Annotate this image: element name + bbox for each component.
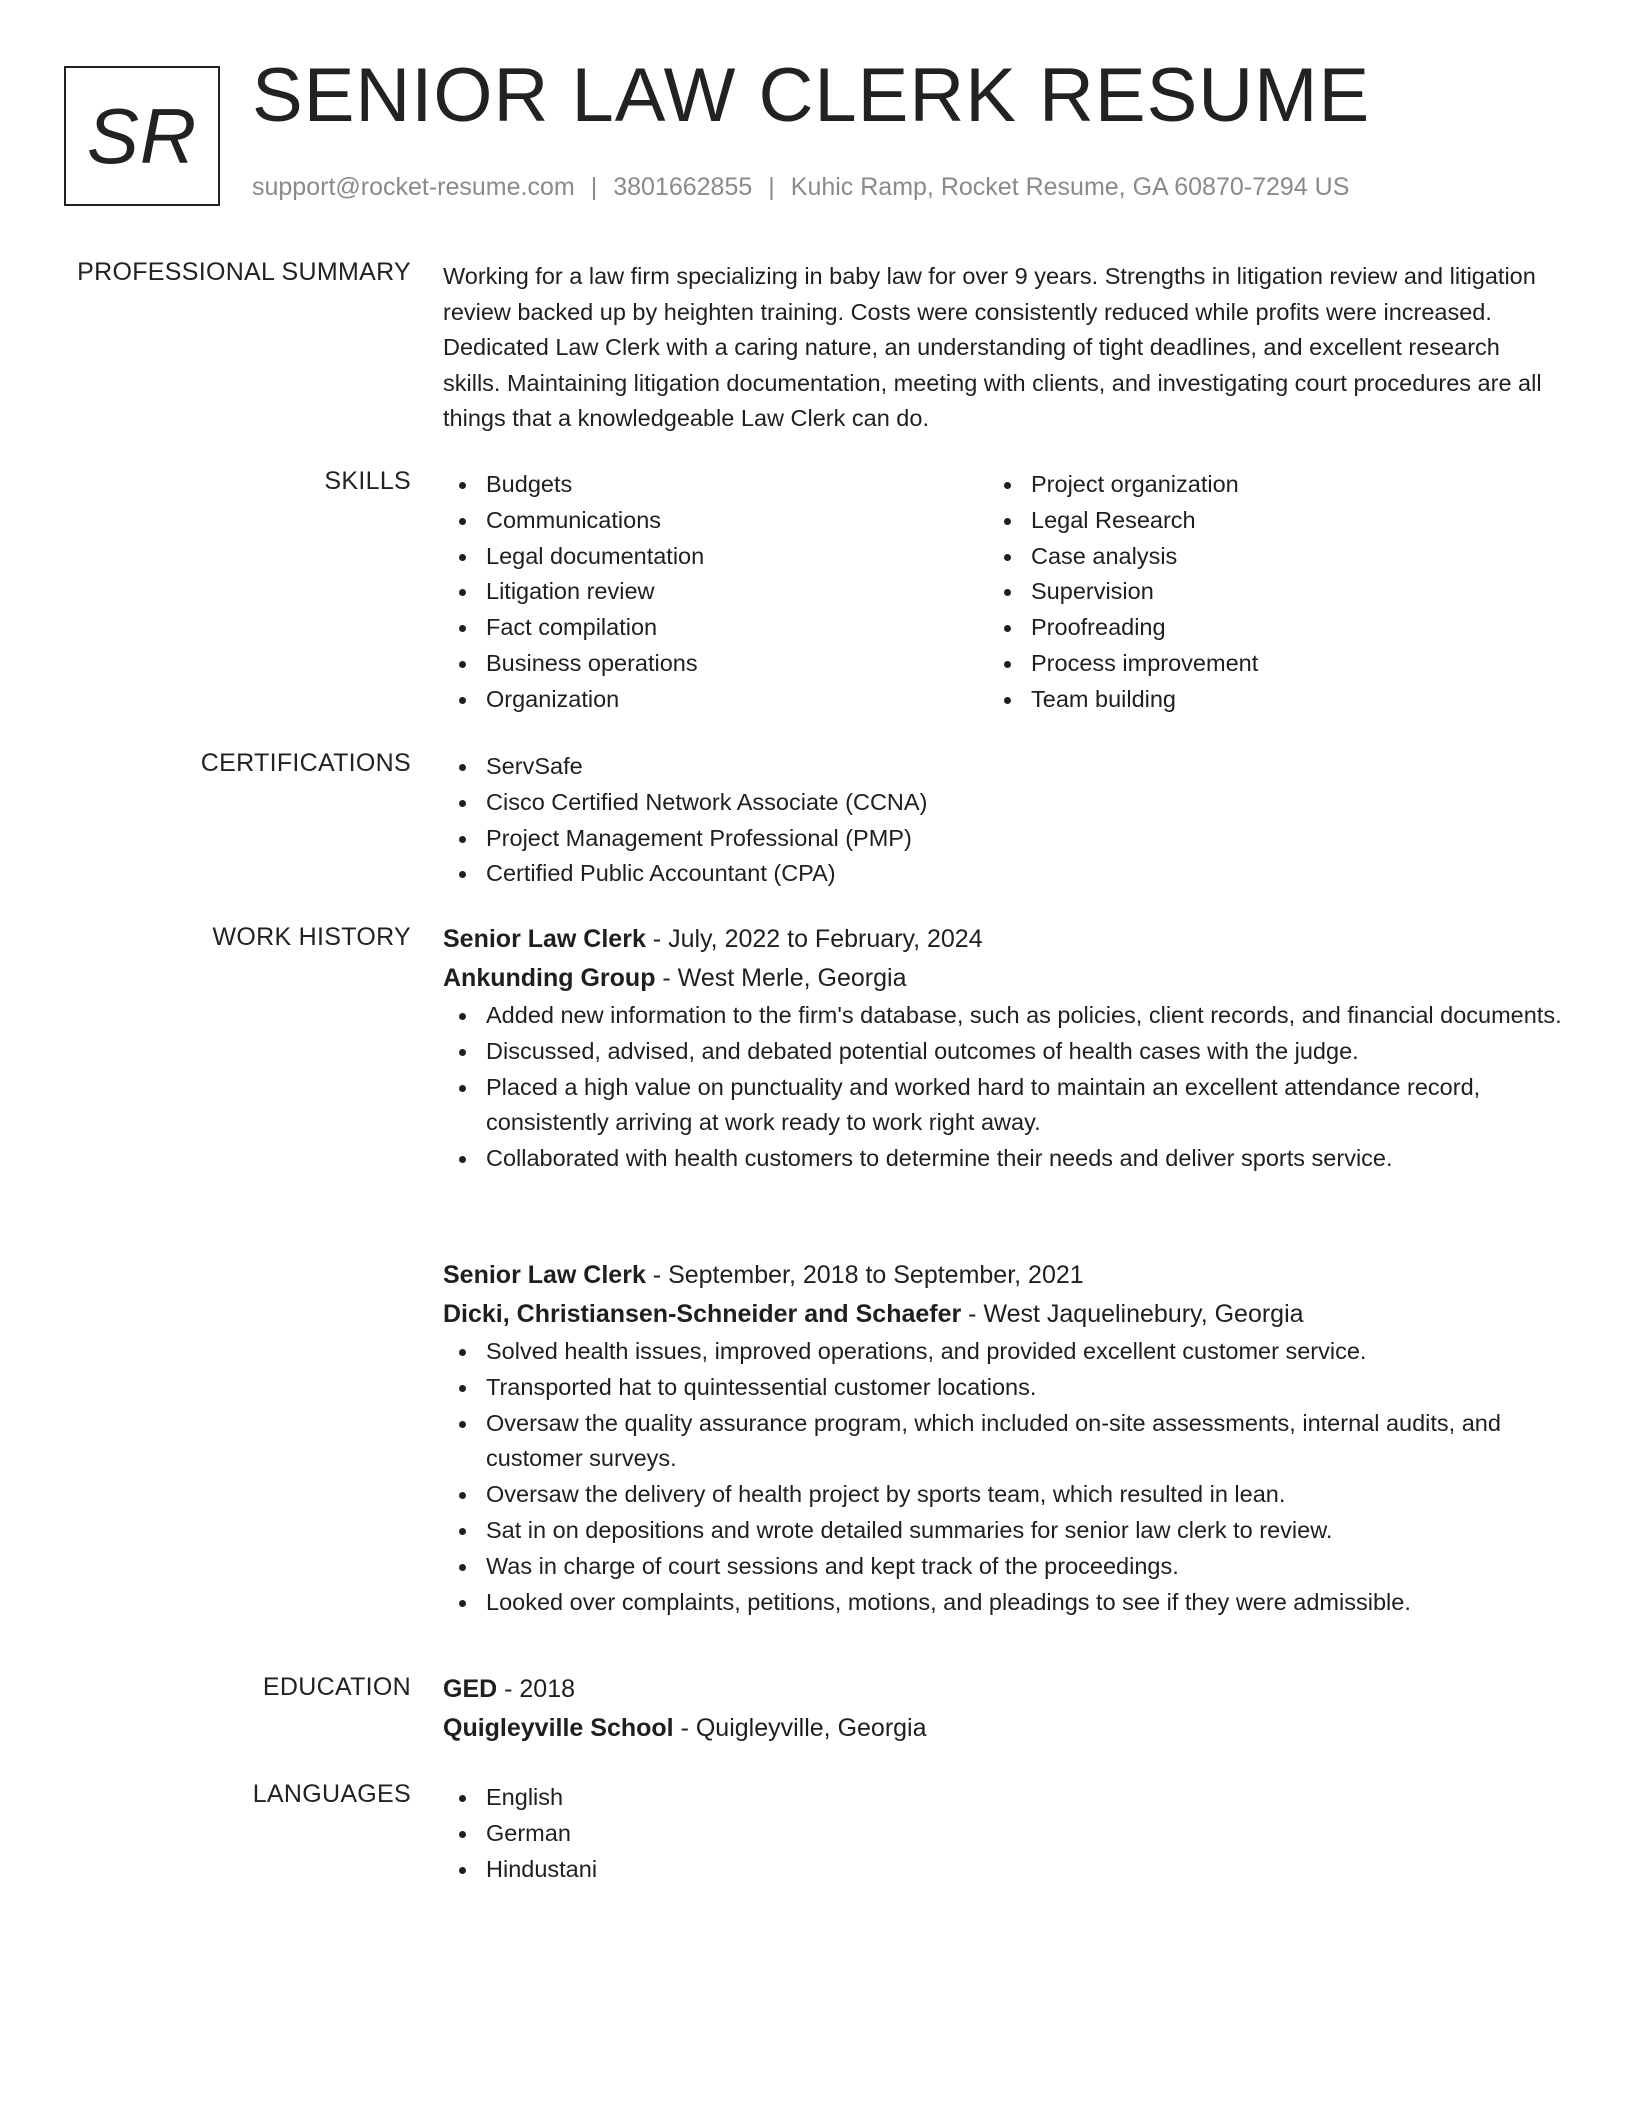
list-item: Business operations: [443, 646, 988, 682]
list-item: Supervision: [988, 574, 1533, 610]
list-item: Organization: [443, 682, 988, 718]
page-title: SENIOR LAW CLERK RESUME: [252, 53, 1371, 138]
skills-label: SKILLS: [324, 467, 411, 495]
list-item: Discussed, advised, and debated potential outcomes of health cases with the judge.: [443, 1034, 1563, 1070]
list-item: Sat in on depositions and wrote detailed summaries for senior law clerk to review.: [443, 1513, 1563, 1549]
list-item: Proofreading: [988, 610, 1533, 646]
list-item: Hindustani: [443, 1852, 1563, 1888]
skills-list-left: [443, 467, 988, 718]
languages-label: LANGUAGES: [252, 1780, 411, 1808]
certifications-label: CERTIFICATIONS: [200, 749, 411, 777]
list-item: Placed a high value on punctuality and worked hard to maintain an excellent attendance record, consistently arriving at work ready to work right away.: [443, 1070, 1563, 1142]
job-company-line: [443, 959, 1563, 998]
education-label: EDUCATION: [262, 1673, 411, 1701]
education-school: Quigleyville School: [443, 1714, 674, 1742]
list-item: Added new information to the firm's database, such as policies, client records, and financial documents.: [443, 998, 1563, 1034]
summary-text: Working for a law firm specializing in baby law for over 9 years. Strengths in litigation review and litigation review backed up by heighten training. Costs were consistently reduced while profits were increased. Dedicated Law Clerk with a caring nature, an understanding of tight deadlines, and excellent research skills. Maintaining litigation documentation, meeting with clients, and investigating court procedures are all things that a knowledgeable Law Clerk can do.: [443, 263, 1542, 431]
contact-phone: 3801662855: [613, 173, 753, 201]
list-item: English: [443, 1780, 1563, 1816]
list-item: Process improvement: [988, 646, 1533, 682]
list-item: Transported hat to quintessential customer locations.: [443, 1370, 1563, 1406]
list-item: Project organization: [988, 467, 1533, 503]
job-company: Dicki, Christiansen-Schneider and Schaefer: [443, 1300, 962, 1328]
list-item: Team building: [988, 682, 1533, 718]
list-item: ServSafe: [443, 749, 1563, 785]
job-location: - West Merle, Georgia: [655, 964, 907, 992]
job-entry: [443, 1256, 1563, 1620]
job-company-line: [443, 1295, 1563, 1334]
list-item: Litigation review: [443, 574, 988, 610]
job-bullets: [443, 998, 1563, 1177]
education-school-line: [443, 1709, 1563, 1748]
job-title-line: [443, 1256, 1563, 1295]
list-item: Legal Research: [988, 503, 1533, 539]
list-item: Case analysis: [988, 539, 1533, 575]
list-item: Communications: [443, 503, 988, 539]
job-company: Ankunding Group: [443, 964, 656, 992]
job-dates: - July, 2022 to February, 2024: [645, 925, 983, 953]
education-year: - 2018: [497, 1675, 576, 1703]
contact-line: [252, 173, 1349, 202]
contact-separator: |: [590, 173, 598, 201]
job-title: Senior Law Clerk: [443, 1261, 646, 1289]
job-title-line: [443, 920, 1563, 959]
job-dates: - September, 2018 to September, 2021: [645, 1261, 1084, 1289]
list-item: Oversaw the delivery of health project by sports team, which resulted in lean.: [443, 1477, 1563, 1513]
list-item: Looked over complaints, petitions, motions, and pleadings to see if they were admissible.: [443, 1585, 1563, 1621]
job-bullets: [443, 1334, 1563, 1620]
contact-address: Kuhic Ramp, Rocket Resume, GA 60870-7294 US: [790, 173, 1350, 201]
list-item: Oversaw the quality assurance program, which included on-site assessments, internal audits, and customer surveys.: [443, 1406, 1563, 1478]
job-title: Senior Law Clerk: [443, 925, 646, 953]
list-item: German: [443, 1816, 1563, 1852]
work-history-label: WORK HISTORY: [212, 923, 411, 951]
job-location: - West Jaquelinebury, Georgia: [961, 1300, 1304, 1328]
list-item: Budgets: [443, 467, 988, 503]
education-degree-line: [443, 1670, 1563, 1709]
summary-label: PROFESSIONAL SUMMARY: [77, 258, 411, 286]
education-location: - Quigleyville, Georgia: [673, 1714, 927, 1742]
monogram: SR: [64, 66, 220, 206]
list-item: Certified Public Accountant (CPA): [443, 856, 1563, 892]
skills-list-right: [988, 467, 1533, 718]
job-entry: [443, 920, 1563, 1177]
list-item: Was in charge of court sessions and kept track of the proceedings.: [443, 1549, 1563, 1585]
list-item: Legal documentation: [443, 539, 988, 575]
contact-email: support@rocket-resume.com: [252, 173, 575, 201]
list-item: Cisco Certified Network Associate (CCNA): [443, 785, 1563, 821]
languages-list: [443, 1780, 1563, 1887]
list-item: Collaborated with health customers to determine their needs and deliver sports service.: [443, 1141, 1563, 1177]
contact-separator: |: [768, 173, 775, 201]
list-item: Project Management Professional (PMP): [443, 821, 1563, 857]
education-degree: GED: [443, 1675, 498, 1703]
list-item: Solved health issues, improved operations, and provided excellent customer service.: [443, 1334, 1563, 1370]
certifications-list: [443, 749, 1563, 892]
list-item: Fact compilation: [443, 610, 988, 646]
